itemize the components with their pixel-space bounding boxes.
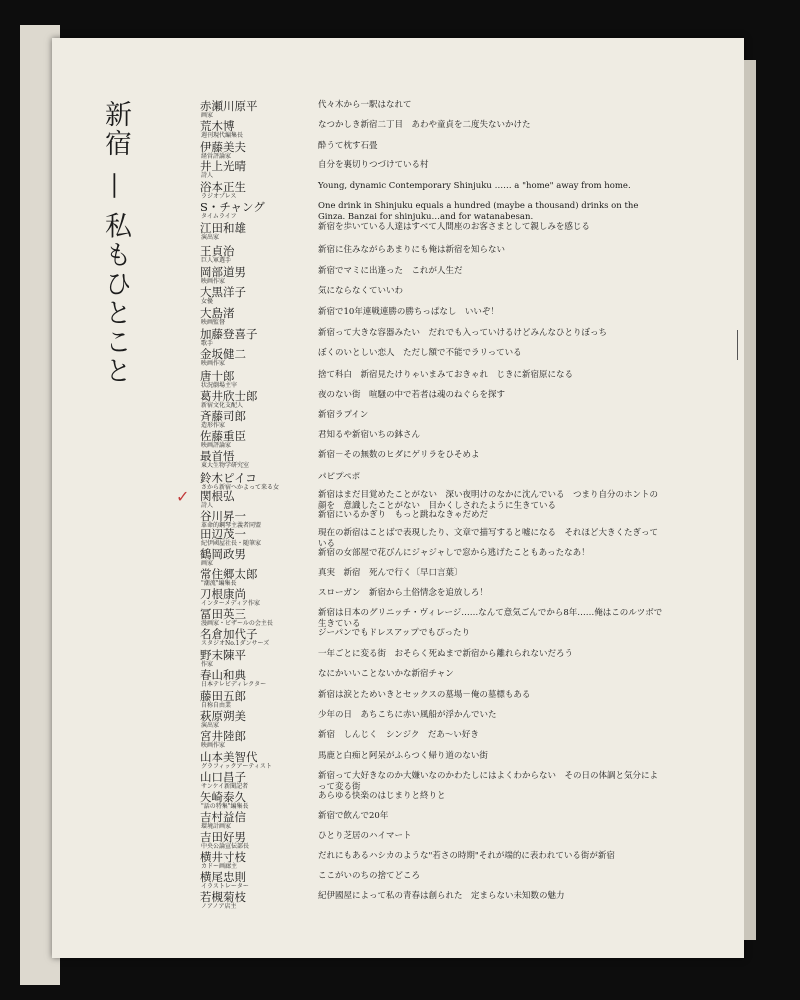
contributor-quote: 新宿は涙とためいきとセックスの墓場－俺の墓標もある: [318, 690, 531, 700]
contributor-role: 映画作家: [201, 742, 226, 749]
contributor-name: 横井寸枝: [200, 850, 246, 864]
contributor-name: 春山和典: [200, 668, 246, 682]
contributor-name: 鶴岡政男: [200, 547, 246, 561]
contributor-name: 岡部道男: [200, 265, 246, 279]
contributor-name: 浴本正生: [200, 180, 246, 194]
contributor-name: 加藤登喜子: [200, 327, 258, 341]
contributor-name: 田辺茂一: [200, 527, 246, 541]
contributor-quote: だれにもあるハシカのような"若さの時期"それが端的に表われている街が新宿: [318, 851, 615, 861]
contributor-name: 名倉加代子: [200, 627, 258, 641]
contributor-quote: 新宿って大好きなのか大嫌いなのかわたしにはよくわからない その日の体調と気分によって変る街: [318, 771, 659, 792]
red-check-mark: ✓: [176, 487, 190, 506]
contributor-name: 井上光晴: [200, 159, 246, 173]
contributor-name: 藤田五郎: [200, 689, 246, 703]
contributor-name: 横尾忠則: [200, 870, 246, 884]
contributor-role: 作家: [201, 661, 214, 668]
contributor-name: 最首悟: [200, 449, 235, 463]
contributor-name: 谷川昇一: [200, 509, 246, 523]
contributor-name: 金坂健二: [200, 347, 246, 361]
contributor-quote: あらゆる快楽のはじまりと終りと: [318, 791, 446, 801]
contributor-role: 環境計画家: [201, 823, 232, 830]
title-line-1: 新宿: [100, 100, 131, 158]
contributor-role: 巨人軍選手: [201, 257, 232, 264]
page-title: [102, 100, 129, 386]
contributor-name: 斉藤司郎: [200, 409, 246, 423]
contributor-role: サンケイ新聞記者: [201, 783, 249, 790]
contributor-quote: 新宿 しんじく シンジク だあ～い好き: [318, 730, 479, 740]
contributor-quote: 紀伊國屋によって私の青春は創られた 定まらない未知数の魅力: [318, 891, 565, 901]
contributor-role: 映画作家: [201, 278, 226, 285]
contributor-name: 大島渚: [200, 306, 235, 320]
contributor-name: 江田和雄: [200, 221, 246, 235]
title-line-2: — 私もひとこと: [100, 172, 131, 386]
contributor-quote: 捨て科白 新宿見たけりゃいまみておきゃれ じきに新宿原になる: [318, 370, 574, 380]
contributor-name: 常住郷太郎: [200, 567, 258, 581]
contributor-name: 矢崎泰久: [200, 790, 246, 804]
contributor-quote: 新宿の女部屋で花びんにジャジャしで窓から逃げたこともあったなあ！: [318, 548, 590, 558]
contributor-role: 経営評論家: [201, 153, 232, 160]
contributor-role: 画家: [201, 112, 214, 119]
contributor-quote: One drink in Shinjuku equals a hundred (maybe a thousand) drinks on the Ginza. Banzai for shinjuku…and for watanabesan.: [318, 201, 639, 222]
contributor-role: さから新宿へかよって来る女: [201, 484, 280, 491]
right-page-edge: [744, 60, 756, 940]
contributor-name: 刀根康尚: [200, 587, 246, 601]
contributor-role: 詩人: [201, 172, 214, 179]
contributor-name: 葛井欣士郎: [200, 389, 258, 403]
contributor-name: 赤瀬川原平: [200, 99, 258, 113]
contributor-role: 日本テレビディレクター: [201, 681, 267, 688]
contributor-role: 革命的鋼琴主義者同盟: [201, 522, 262, 529]
contributor-role: スタジオNo.1ダンサーズ: [201, 640, 270, 647]
contributor-role: 歌手: [201, 340, 214, 347]
contributor-role: 東大生物学研究室: [201, 462, 250, 469]
contributor-quote: ぼくのいとしい恋人 ただし額で不能でラリっている: [318, 348, 522, 358]
contributor-quote: 自分を裏切りつづけている村: [318, 160, 429, 170]
contributor-quote: 新宿で飲んで20年: [318, 811, 389, 821]
contributor-quote: 真実 新宿 死んで行く〔早口言葉〕: [318, 568, 463, 578]
contributor-quote: ひとり芝居のハイマート: [318, 831, 412, 841]
contributor-quote: 新宿を歩いている人達はすべて人間座のお客さまとして親しみを感じる: [318, 222, 590, 232]
contributor-quote: ここがいのちの捨てどころ: [318, 871, 421, 881]
contributor-name: 萩原朔美: [200, 709, 246, 723]
contributor-role: 演出家: [201, 722, 220, 729]
contributor-quote: パピプペポ: [318, 472, 361, 482]
contributor-role: インターメディア作家: [201, 600, 260, 607]
contributor-role: イラストレーター: [201, 883, 249, 890]
contributor-name: 佐藤重臣: [200, 429, 246, 443]
contributor-role: 映画作家: [201, 360, 226, 367]
contributor-name: 大黒洋子: [200, 285, 246, 299]
contributor-quote: 現在の新宿はことばで表現したり、文章で描写すると嘘になる それほど大きくたぎっている: [318, 528, 659, 549]
contributor-role: 中央公論宣伝部長: [201, 843, 250, 850]
contributor-role: タイムライフ: [201, 213, 237, 220]
contributor-quote: 新宿－その無数のヒダにゲリラをひそめよ: [318, 450, 480, 460]
contributor-name: 鈴木ピイコ: [200, 471, 257, 485]
contributor-name: 山本美智代: [200, 750, 258, 764]
contributor-role: 造形作家: [201, 422, 226, 429]
contributor-role: ラジオプレス: [201, 193, 237, 200]
contributor-role: 自称自由業: [201, 702, 232, 709]
contributor-role: 演出家: [201, 234, 220, 241]
contributor-name: 野末陳平: [200, 648, 246, 662]
contributor-name: 若槻菊枝: [200, 890, 246, 904]
contributor-role: 新宿文化支配人: [201, 402, 244, 409]
contributor-name: 冨田英三: [200, 607, 246, 621]
contributor-name: 山口昌子: [200, 770, 246, 784]
contributor-quote: スローガン 新宿から土俗情念を追放しろ！: [318, 588, 488, 598]
contributor-name: S・チャング: [200, 200, 265, 214]
contributor-role: 週刊現代編集長: [201, 132, 244, 139]
contributor-role: 紀伊國屋社長・随筆家: [201, 540, 262, 547]
contributor-quote: なにかいいことないかな新宿チャン: [318, 669, 454, 679]
contributor-quote: 新宿でマミに出逢った これが人生だ: [318, 266, 463, 276]
contributor-quote: 酔うて枕す石畳: [318, 141, 378, 151]
contributor-quote: 新宿ラプイン: [318, 410, 369, 420]
contributor-name: 伊藤美夫: [200, 140, 246, 154]
contributor-quote: 代々木から一駅はなれて: [318, 100, 412, 110]
contributor-role: 映画監督: [201, 319, 226, 326]
contributor-role: "話の特集"編集長: [201, 803, 249, 810]
contributor-quote: ジーパンでもドレスアップでもぴったり: [318, 628, 470, 638]
contributor-name: 宮井陸郎: [200, 729, 246, 743]
contributor-quote: Young, dynamic Contemporary Shinjuku …… a "home" away from home.: [318, 181, 631, 191]
contributor-name: 吉村益信: [200, 810, 246, 824]
contributor-role: 詩人: [201, 502, 214, 509]
contributor-quote: 君知るや新宿いちの鉢さん: [318, 430, 421, 440]
contributor-quote: 新宿はまだ目覚めたことがない 深い夜明けのなかに沈んでいる つまり自分のホントの顔を 意識したことがない 目かくしされたように生きている: [318, 490, 659, 511]
contributor-quote: なつかしき新宿二丁目 あわや童貞を二度失ないかけた: [318, 120, 531, 130]
contributor-name: 荒木博: [200, 119, 235, 133]
contributor-name: 吉田好男: [200, 830, 246, 844]
contributor-role: グラフィックアーティスト: [201, 763, 272, 770]
contributor-name: 唐十郎: [200, 369, 235, 383]
contributor-role: 女優: [201, 298, 214, 305]
contributor-quote: 馬鹿と白痴と阿呆がふらつく帰り道のない街: [318, 751, 488, 761]
contributor-role: 画家: [201, 560, 214, 567]
contributor-quote: 新宿は日本のグリニッチ・ヴィレージ……なんて意気ごんでから8年……俺はこのルツボで生きている: [318, 608, 663, 629]
contributor-quote: 一年ごとに変る街 おそらく死ぬまで新宿から離れられないだろう: [318, 649, 574, 659]
contributor-name: 関根弘: [200, 489, 235, 503]
contributor-quote: 新宿に住みながらあまりにも俺は新宿を知らない: [318, 245, 506, 255]
contributor-role: "潮流"編集長: [201, 580, 237, 587]
contributor-role: ノアノア店主: [201, 903, 237, 910]
contributor-role: 状況劇場主宰: [201, 382, 238, 389]
contributor-name: 王貞治: [200, 244, 235, 258]
contributor-quote: 新宿で10年連戦連勝の勝ちっぱなし いいぞ！: [318, 307, 499, 317]
contributor-quote: 夜のない街 喧騒の中で若者は魂のねぐらを探す: [318, 390, 506, 400]
contributor-role: 映画評論家: [201, 442, 232, 449]
margin-mark: [737, 330, 738, 360]
contributor-quote: 新宿にいるかぎり もっと跳ねなきゃだめだ: [318, 510, 489, 520]
contributor-role: 漫画家・ビザールの会主長: [201, 620, 273, 627]
contributor-quote: 少年の日 あちこちに赤い風船が浮かんでいた: [318, 710, 497, 720]
contributor-quote: 気にならなくていいわ: [318, 286, 404, 296]
contributor-role: カドー画廊主: [201, 863, 238, 870]
contributor-quote: 新宿って大きな容器みたい だれでも入っていけるけどみんなひとりぼっち: [318, 328, 608, 338]
